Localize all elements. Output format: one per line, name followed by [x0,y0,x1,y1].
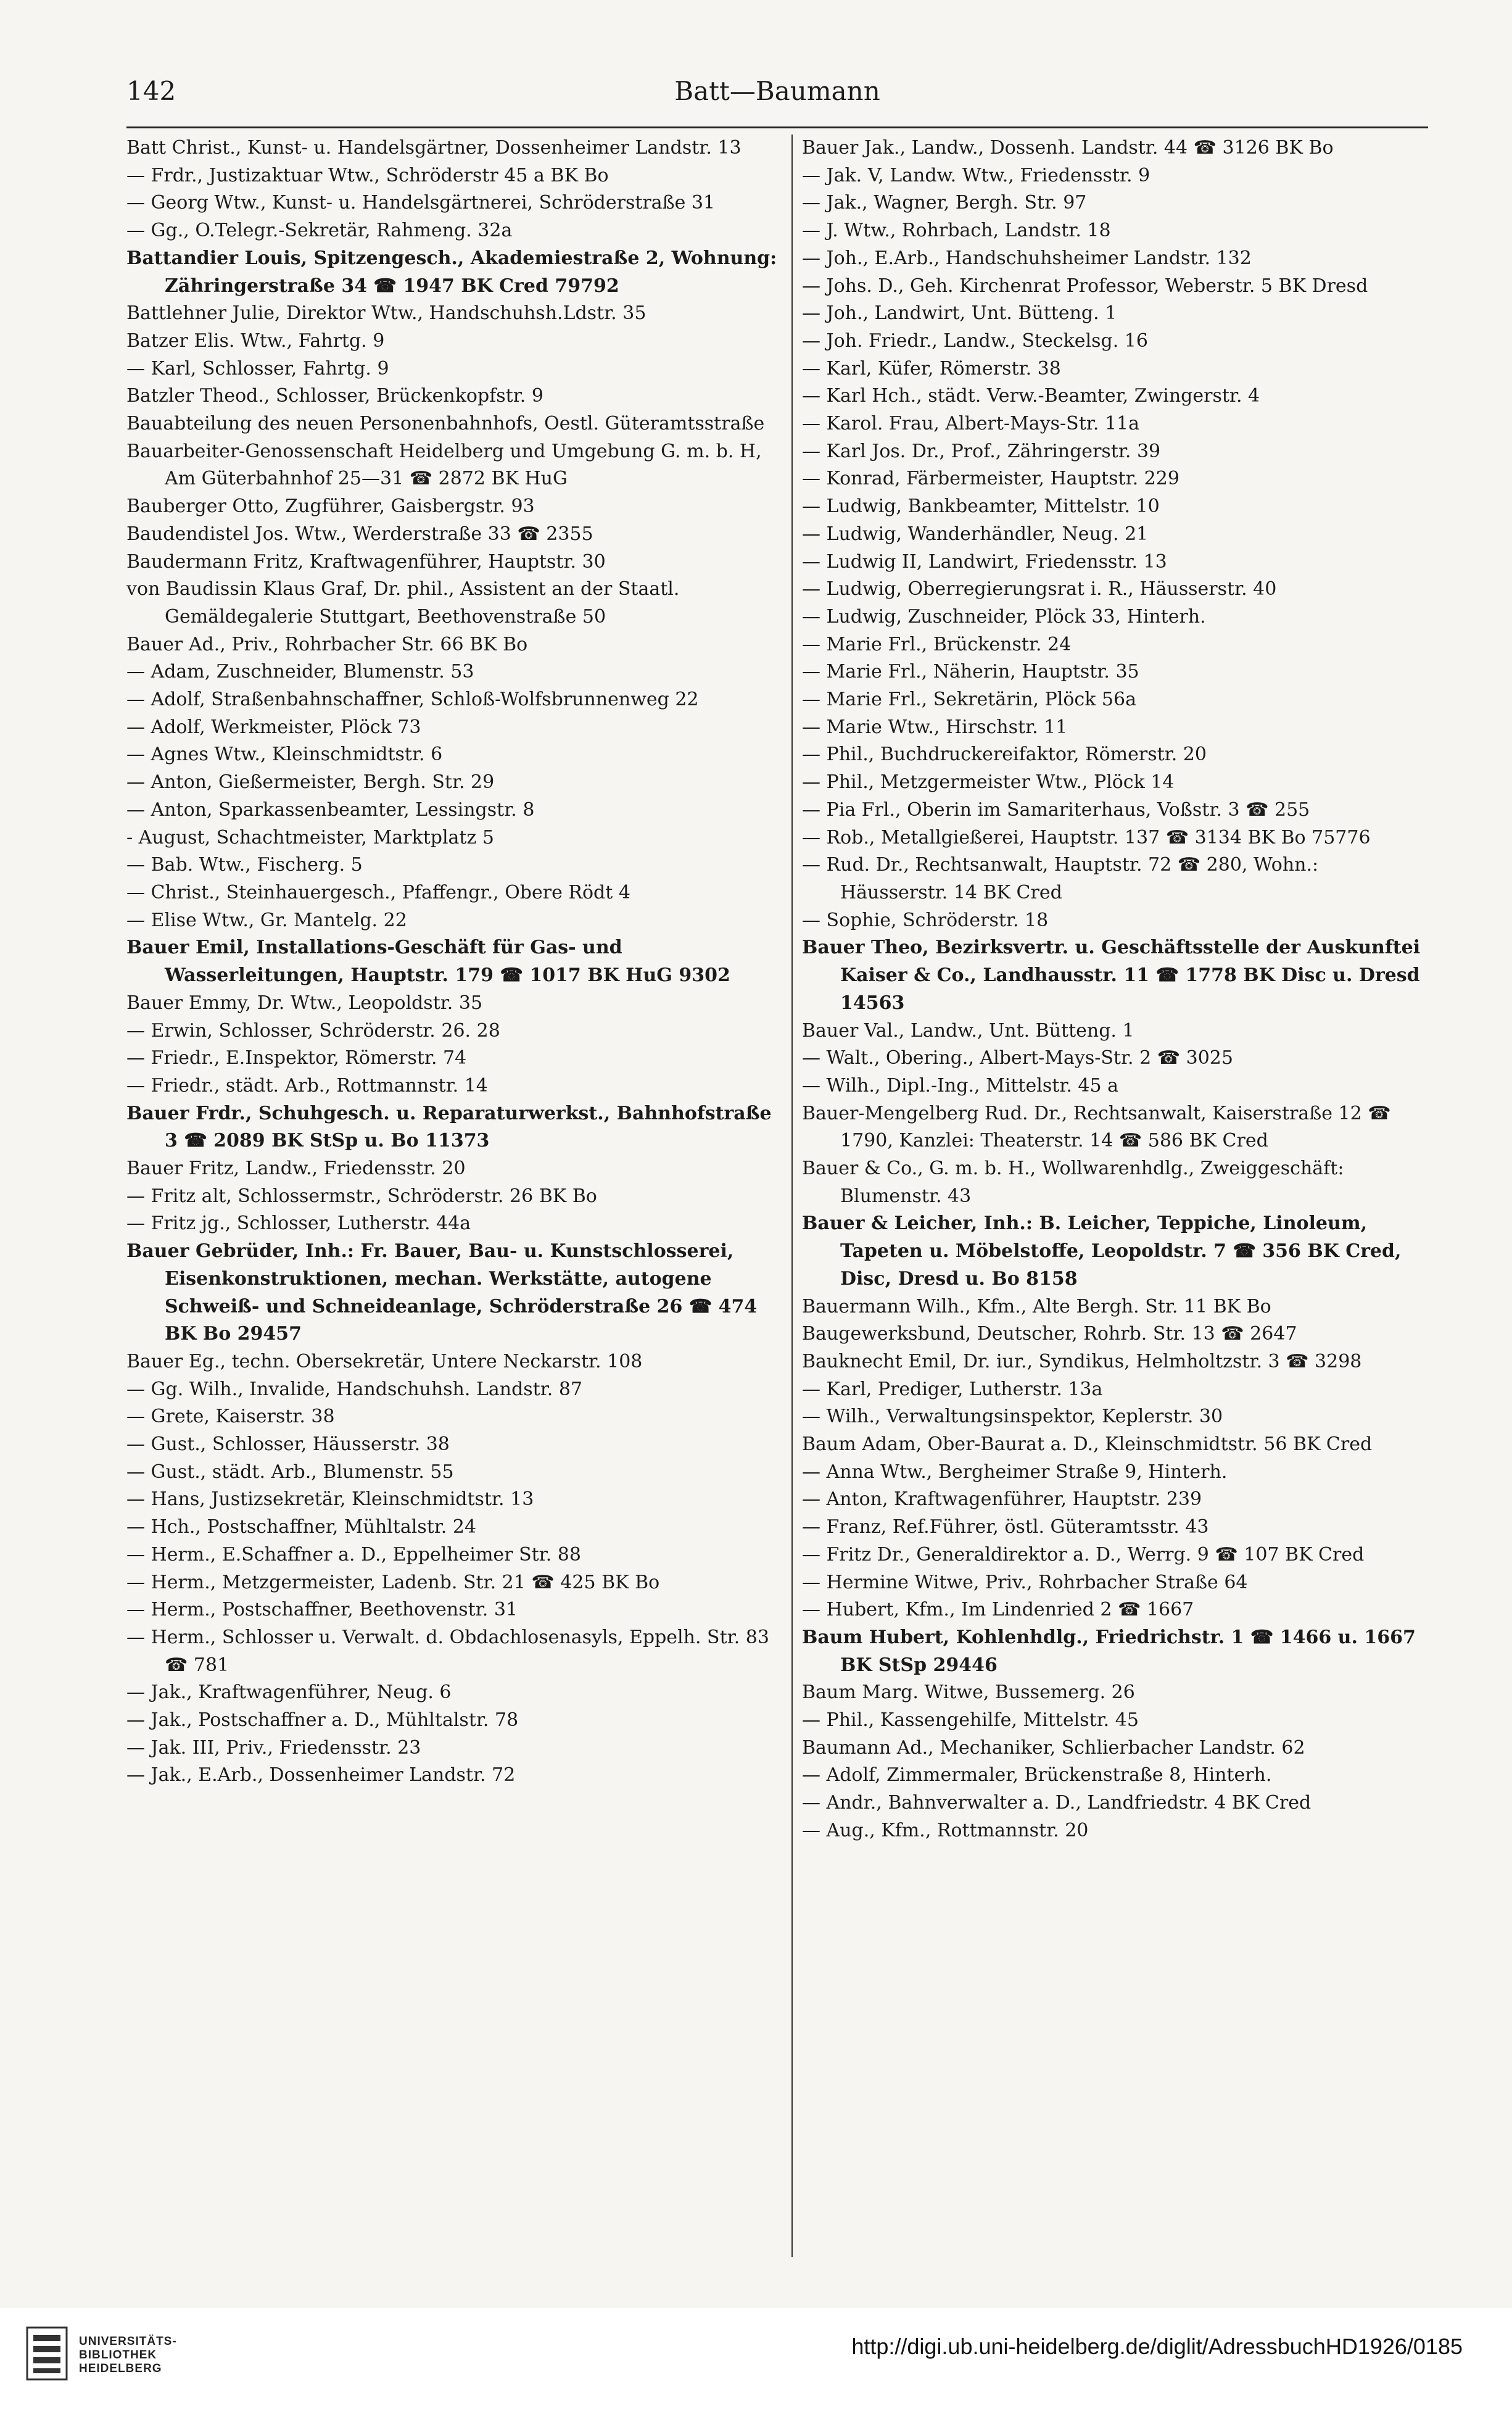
directory-entry: Bauabteilung des neuen Personenbahnhofs, Oestl. Güteramtsstraße [126,413,765,435]
running-head: Batt—Baumann [674,76,880,106]
directory-entry: Baudendistel Jos. Wtw., Werderstraße 33 ☎ 2355 [126,523,593,545]
library-logo-icon [25,2325,69,2382]
directory-entry: — Joh., E.Arb., Handschuhsheimer Landstr. 132 [802,247,1252,269]
directory-entry: — Ludwig II, Landwirt, Friedensstr. 13 [802,550,1167,573]
directory-entry: — Anton, Sparkassenbeamter, Lessingstr. 8 [126,798,535,821]
directory-entry: Bauer Emmy, Dr. Wtw., Leopoldstr. 35 [126,992,483,1014]
directory-entry: — Fritz alt, Schlossermstr., Schröderstr. 26 BK Bo [126,1185,597,1207]
directory-entry: Bauer & Leicher, Inh.: B. Leicher, Teppiche, Linoleum, Tapeten u. Möbelstoffe, Leopoldstr. 7 ☎ 356 BK Cred, Disc, Dresd u. Bo 8158 [802,1213,1402,1290]
directory-entry: — Ludwig, Oberregierungsrat i. R., Häusserstr. 40 [802,578,1277,600]
directory-entry: — Fritz Dr., Generaldirektor a. D., Werrg. 9 ☎ 107 BK Cred [802,1543,1365,1565]
library-name-line-2: BIBLIOTHEK [79,2349,157,2362]
directory-entry: — Pia Frl., Oberin im Samariterhaus, Voßstr. 3 ☎ 255 [802,798,1310,821]
directory-entry: — Walt., Obering., Albert-Mays-Str. 2 ☎ 3025 [802,1047,1233,1069]
column-divider [791,135,793,2257]
directory-entry: — Jak., Postschaffner a. D., Mühltalstr. 78 [126,1709,519,1731]
directory-entry: — Konrad, Färbermeister, Hauptstr. 229 [802,468,1179,490]
directory-entry: — Andr., Bahnverwalter a. D., Landfriedstr. 4 BK Cred [802,1792,1312,1814]
directory-entry: — Franz, Ref.Führer, östl. Güteramtsstr. 43 [802,1516,1209,1538]
directory-entry: Bauer Ad., Priv., Rohrbacher Str. 66 BK Bo [126,633,528,655]
directory-entry: Bauer Frdr., Schuhgesch. u. Reparaturwerkst., Bahnhofstraße 3 ☎ 2089 BK StSp u. Bo 11373 [126,1102,772,1152]
directory-entry: — Gust., Schlosser, Häusserstr. 38 [126,1433,450,1456]
directory-entry: — Jak., E.Arb., Dossenheimer Landstr. 72 [126,1764,516,1786]
directory-entry: — Karl Jos. Dr., Prof., Zähringerstr. 39 [802,440,1161,462]
directory-entry: — Herm., Metzgermeister, Ladenb. Str. 21 ☎ 425 BK Bo [126,1571,660,1593]
directory-entry: — Sophie, Schröderstr. 18 [802,909,1049,931]
directory-entry: — J. Wtw., Rohrbach, Landstr. 18 [802,220,1111,242]
directory-entry: — Grete, Kaiserstr. 38 [126,1406,335,1428]
directory-entry: Bauknecht Emil, Dr. iur., Syndikus, Helmholtzstr. 3 ☎ 3298 [802,1350,1362,1372]
directory-entry: Bauer Emil, Installations-Geschäft für Gas- und Wasserleitungen, Hauptstr. 179 ☎ 1017 BK HuG 9302 [126,937,730,987]
directory-entry: — Joh. Friedr., Landw., Steckelsg. 16 [802,330,1148,352]
directory-entry: — Ludwig, Bankbeamter, Mittelstr. 10 [802,496,1160,518]
directory-entry: — Joh., Landwirt, Unt. Bütteng. 1 [802,302,1117,325]
directory-entry: — Adolf, Werkmeister, Plöck 73 [126,716,421,738]
directory-entry: — Jak., Kraftwagenführer, Neug. 6 [126,1682,452,1704]
directory-entry: — Anton, Kraftwagenführer, Hauptstr. 239 [802,1488,1202,1511]
directory-entry: — Marie Frl., Näherin, Hauptstr. 35 [802,661,1139,683]
directory-entry: — Phil., Kassengehilfe, Mittelstr. 45 [802,1709,1139,1731]
directory-entry: — Jak. V, Landw. Wtw., Friedensstr. 9 [802,164,1151,186]
directory-entry: Baudermann Fritz, Kraftwagenführer, Hauptstr. 30 [126,550,606,573]
directory-entry: Bauer Fritz, Landw., Friedensstr. 20 [126,1158,466,1180]
page-header [126,67,1428,116]
directory-entry: Baumann Ad., Mechaniker, Schlierbacher Landstr. 62 [802,1736,1305,1759]
directory-entry: — Elise Wtw., Gr. Mantelg. 22 [126,909,407,931]
directory-entry: — Jak., Wagner, Bergh. Str. 97 [802,192,1087,214]
directory-entry: Batt Christ., Kunst- u. Handelsgärtner, Dossenheimer Landstr. 13 [126,137,742,159]
directory-entry: — Georg Wtw., Kunst- u. Handelsgärtnerei, Schröderstraße 31 [126,192,716,214]
directory-entry: — Herm., E.Schaffner a. D., Eppelheimer Str. 88 [126,1543,581,1565]
directory-entry: Bauer & Co., G. m. b. H., Wollwarenhdlg., Zweiggeschäft: Blumenstr. 43 [802,1158,1344,1207]
directory-entry: — Herm., Schlosser u. Verwalt. d. Obdachlosenasyls, Eppelh. Str. 83 ☎ 781 [126,1626,769,1676]
directory-entry: Bauer Val., Landw., Unt. Bütteng. 1 [802,1019,1134,1042]
directory-entry: — Gg. Wilh., Invalide, Handschuhsh. Landstr. 87 [126,1378,583,1400]
directory-entry: Bauberger Otto, Zugführer, Gaisbergstr. 93 [126,496,535,518]
directory-entry: — Bab. Wtw., Fischerg. 5 [126,854,363,876]
directory-entry: — Marie Frl., Brückenstr. 24 [802,633,1072,655]
directory-entry: Baugewerksbund, Deutscher, Rohrb. Str. 13 ☎ 2647 [802,1323,1297,1345]
header-rule [126,126,1428,128]
directory-entry: — Rud. Dr., Rechtsanwalt, Hauptstr. 72 ☎ 280, Wohn.: Häusserstr. 14 BK Cred [802,854,1319,903]
directory-entry: — Marie Wtw., Hirschstr. 11 [802,716,1068,738]
directory-entry: — Friedr., E.Inspektor, Römerstr. 74 [126,1047,467,1069]
directory-entry: — Gust., städt. Arb., Blumenstr. 55 [126,1461,454,1483]
directory-entry: — Christ., Steinhauergesch., Pfaffengr., Obere Rödt 4 [126,881,630,903]
directory-entry: — Ludwig, Zuschneider, Plöck 33, Hinterh. [802,605,1206,628]
directory-entry: Baum Hubert, Kohlenhdlg., Friedrichstr. 1 ☎ 1466 u. 1667 BK StSp 29446 [802,1626,1416,1676]
footer [0,2308,1512,2430]
directory-entry: — Wilh., Dipl.-Ing., Mittelstr. 45 a [802,1074,1119,1097]
directory-entry: Bauarbeiter-Genossenschaft Heidelberg und Umgebung G. m. b. H, Am Güterbahnhof 25—31 ☎ 2872 BK HuG [126,440,762,490]
right-column [802,135,1428,2257]
directory-entry: von Baudissin Klaus Graf, Dr. phil., Assistent an der Staatl. Gemäldegalerie Stuttgart, Beethovenstraße 50 [126,578,680,628]
directory-entry: — Phil., Buchdruckereifaktor, Römerstr. 20 [802,744,1207,766]
directory-entry: — Hubert, Kfm., Im Lindenried 2 ☎ 1667 [802,1599,1194,1621]
directory-entry: — Gg., O.Telegr.-Sekretär, Rahmeng. 32a [126,220,513,242]
directory-entry: Bauer Jak., Landw., Dossenh. Landstr. 44 ☎ 3126 BK Bo [802,137,1334,159]
directory-entry: — Adolf, Straßenbahnschaffner, Schloß-Wolfsbrunnenweg 22 [126,689,699,711]
directory-entry: — Herm., Postschaffner, Beethovenstr. 31 [126,1599,518,1621]
directory-entry: — Hermine Witwe, Priv., Rohrbacher Straße 64 [802,1571,1248,1593]
directory-entry: — Aug., Kfm., Rottmannstr. 20 [802,1819,1089,1841]
directory-entry: Battandier Louis, Spitzengesch., Akademiestraße 2, Wohnung: Zähringerstraße 34 ☎ 1947 BK Cred 79792 [126,247,777,297]
directory-entry: Batzler Theod., Schlosser, Brückenkopfstr. 9 [126,385,543,407]
directory-entry: — Karl, Schlosser, Fahrtg. 9 [126,357,389,379]
directory-entry: — Wilh., Verwaltungsinspektor, Keplerstr. 30 [802,1406,1223,1428]
directory-entry: Battlehner Julie, Direktor Wtw., Handschuhsh.Ldstr. 35 [126,302,647,325]
directory-entry: — Phil., Metzgermeister Wtw., Plöck 14 [802,771,1175,794]
directory-entry: — Adam, Zuschneider, Blumenstr. 53 [126,661,474,683]
directory-entry: Batzer Elis. Wtw., Fahrtg. 9 [126,330,385,352]
directory-entry: — Ludwig, Wanderhändler, Neug. 21 [802,523,1149,545]
directory-entry: Bauermann Wilh., Kfm., Alte Bergh. Str. 11 BK Bo [802,1295,1271,1317]
directory-entry: — Karol. Frau, Albert-Mays-Str. 11a [802,413,1139,435]
directory-entry: — Agnes Wtw., Kleinschmidtstr. 6 [126,744,443,766]
directory-entry: — Rob., Metallgießerei, Hauptstr. 137 ☎ 3134 BK Bo 75776 [802,826,1371,848]
directory-entry: — Hans, Justizsekretär, Kleinschmidtstr. 13 [126,1488,534,1511]
directory-entry: — Jak. III, Priv., Friedensstr. 23 [126,1736,421,1759]
directory-entry: — Johs. D., Geh. Kirchenrat Professor, Weberstr. 5 BK Dresd [802,275,1368,297]
directory-entry: Bauer Gebrüder, Inh.: Fr. Bauer, Bau- u. Kunstschlosserei, Eisenkonstruktionen, mechan. Werkstätte, autogene Schweiß- und Schneideanlage, Schröderstraße 26 ☎ 474 BK Bo 29457 [126,1240,758,1345]
directory-entry: — Karl, Küfer, Römerstr. 38 [802,357,1061,379]
directory-entry: — Marie Frl., Sekretärin, Plöck 56a [802,689,1136,711]
library-name-line-1: UNIVERSITÄTS- [79,2335,177,2348]
directory-entry: — Karl, Prediger, Lutherstr. 13a [802,1378,1103,1400]
library-name [79,2335,177,2376]
directory-entry: Bauer Eg., techn. Obersekretär, Untere Neckarstr. 108 [126,1350,643,1372]
library-name-line-3: HEIDELBERG [79,2362,162,2375]
directory-entry: — Anna Wtw., Bergheimer Straße 9, Hinterh. [802,1461,1228,1483]
left-column [126,135,780,2257]
directory-entry: — Adolf, Zimmermaler, Brückenstraße 8, Hinterh. [802,1764,1272,1786]
directory-entry: - August, Schachtmeister, Marktplatz 5 [126,826,494,848]
directory-entry: — Hch., Postschaffner, Mühltalstr. 24 [126,1516,477,1538]
directory-entry: — Karl Hch., städt. Verw.-Beamter, Zwingerstr. 4 [802,385,1260,407]
directory-entry: — Erwin, Schlosser, Schröderstr. 26. 28 [126,1019,500,1042]
directory-entry: Bauer-Mengelberg Rud. Dr., Rechtsanwalt, Kaiserstraße 12 ☎ 1790, Kanzlei: Theaterstr. 14 ☎ 586 BK Cred [802,1102,1391,1152]
page-number: 142 [126,76,176,106]
source-url-link[interactable]: http://digi.ub.uni-heidelberg.de/diglit/AdressbuchHD1926/0185 [851,2334,1463,2359]
directory-entry: — Fritz jg., Schlosser, Lutherstr. 44a [126,1213,471,1235]
directory-entry: Baum Marg. Witwe, Bussemerg. 26 [802,1682,1135,1704]
directory-entry: Bauer Theo, Bezirksvertr. u. Geschäftsstelle der Auskunftei Kaiser & Co., Landhausstr. 11 ☎ 1778 BK Disc u. Dresd 14563 [802,937,1421,1014]
directory-entry: — Frdr., Justizaktuar Wtw., Schröderstr 45 a BK Bo [126,164,609,186]
directory-entry: — Anton, Gießermeister, Bergh. Str. 29 [126,771,495,794]
directory-entry: Baum Adam, Ober-Baurat a. D., Kleinschmidtstr. 56 BK Cred [802,1433,1373,1456]
directory-entry: — Friedr., städt. Arb., Rottmannstr. 14 [126,1074,488,1097]
